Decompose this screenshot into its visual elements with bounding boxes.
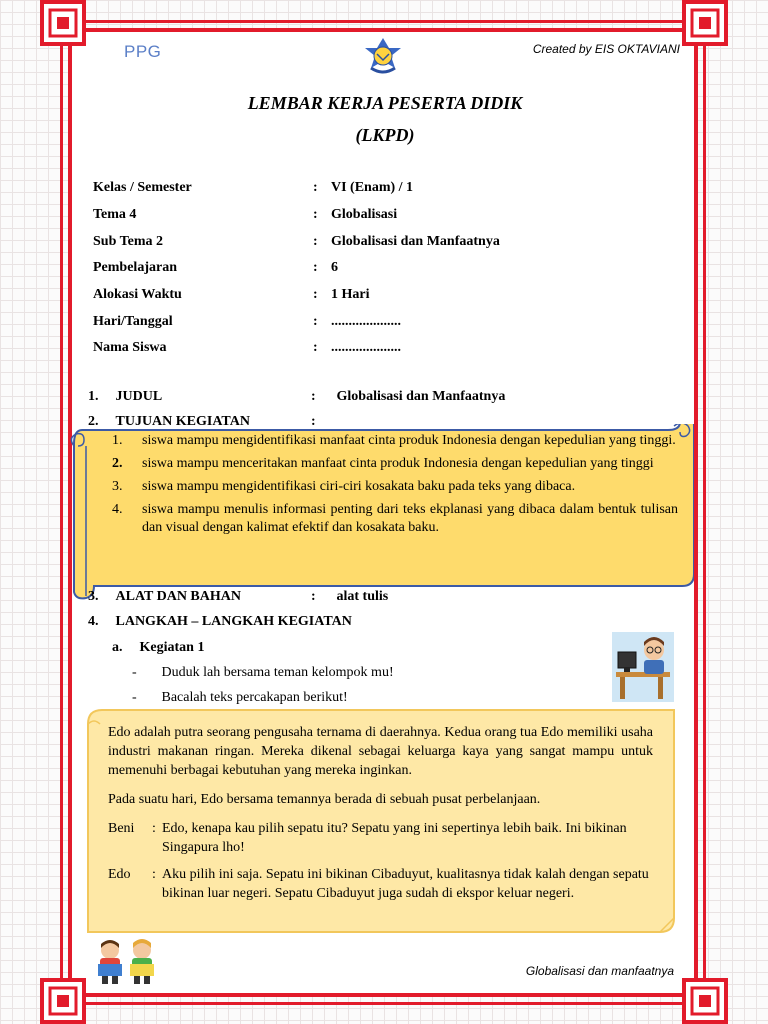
info-value: Globalisasi bbox=[331, 207, 398, 223]
info-row bbox=[93, 175, 653, 202]
list-item bbox=[112, 455, 678, 473]
dialog-speaker: Edo bbox=[108, 867, 131, 882]
info-separator: : bbox=[313, 313, 318, 329]
corner-ornament-icon bbox=[682, 0, 728, 46]
title-line-1: LEMBAR KERJA PESERTA DIDIK bbox=[247, 93, 523, 113]
section-label: LANGKAH – LANGKAH KEGIATAN bbox=[115, 614, 352, 629]
ppg-logo bbox=[124, 42, 161, 62]
info-label: Alokasi Waktu bbox=[93, 287, 182, 303]
info-label: Tema 4 bbox=[93, 207, 137, 223]
list-item bbox=[112, 432, 678, 450]
info-separator: : bbox=[313, 287, 318, 303]
info-value: .................... bbox=[331, 313, 401, 329]
objectives-list bbox=[112, 432, 678, 542]
section-value: Globalisasi dan Manfaatnya bbox=[336, 389, 506, 404]
info-value: Globalisasi dan Manfaatnya bbox=[331, 233, 500, 249]
kegiatan-label: a. bbox=[112, 640, 123, 655]
objective-number: 4. bbox=[112, 502, 123, 517]
objective-text: siswa mampu menulis informasi penting dari teks ekplanasi yang dibaca dalam bentuk tulisan dan visual dengan kalimat efektif dan kosakata baku. bbox=[142, 502, 678, 535]
info-row bbox=[93, 228, 653, 255]
dialog-line bbox=[108, 819, 653, 857]
page-title bbox=[100, 87, 670, 151]
list-item bbox=[132, 690, 348, 706]
info-row bbox=[93, 202, 653, 229]
section-number: 2. bbox=[88, 414, 99, 429]
corner-ornament-icon bbox=[40, 0, 86, 46]
reading-kids-illustration bbox=[92, 938, 162, 986]
info-label: Hari/Tanggal bbox=[93, 313, 173, 329]
objective-number: 1. bbox=[112, 433, 123, 448]
section-separator: : bbox=[311, 589, 316, 604]
info-separator: : bbox=[313, 260, 318, 276]
section-label: JUDUL bbox=[115, 389, 163, 404]
tut-wuri-handayani-emblem-icon bbox=[355, 36, 411, 80]
objective-text: siswa mampu menceritakan manfaat cinta produk Indonesia dengan kepedulian yang tinggi bbox=[142, 456, 654, 471]
step-dash: - bbox=[132, 665, 137, 680]
section-langkah bbox=[88, 614, 648, 630]
info-row bbox=[93, 335, 653, 362]
dialog-line bbox=[108, 865, 653, 903]
step-dash: - bbox=[132, 690, 137, 705]
info-value: VI (Enam) / 1 bbox=[331, 180, 414, 196]
list-item bbox=[112, 478, 678, 496]
info-row bbox=[93, 308, 653, 335]
section-value: alat tulis bbox=[336, 589, 389, 604]
kegiatan-heading bbox=[112, 640, 204, 656]
title-line-2: (LKPD) bbox=[355, 125, 415, 145]
story-text bbox=[108, 723, 653, 911]
list-item bbox=[112, 501, 678, 537]
info-value: 6 bbox=[331, 260, 338, 276]
info-separator: : bbox=[313, 180, 318, 196]
step-text: Duduk lah bersama teman kelompok mu! bbox=[161, 665, 394, 680]
info-label: Pembelajaran bbox=[93, 260, 177, 276]
corner-ornament-icon bbox=[40, 978, 86, 1024]
section-number: 4. bbox=[88, 614, 99, 629]
section-label: ALAT DAN BAHAN bbox=[115, 589, 241, 604]
info-separator: : bbox=[313, 207, 318, 223]
dialog-colon: : bbox=[152, 867, 156, 882]
info-separator: : bbox=[313, 340, 318, 356]
kegiatan-title: Kegiatan 1 bbox=[139, 640, 205, 655]
objective-text: siswa mampu mengidentifikasi ciri-ciri kosakata baku pada teks yang dibaca. bbox=[142, 479, 576, 494]
objective-number: 2. bbox=[112, 456, 123, 471]
section-separator: : bbox=[311, 414, 316, 429]
story-paragraph: Edo adalah putra seorang pengusaha ternama di daerahnya. Kedua orang tua Edo memiliki usaha industri makanan ringan. Mereka dikenal sebagai keluarga kaya yang sangat mampu untuk memenuhi berbagai kebutuhan yang mereka inginkan. bbox=[108, 725, 653, 778]
list-item bbox=[132, 665, 394, 681]
section-number: 1. bbox=[88, 389, 99, 404]
step-text: Bacalah teks percakapan berikut! bbox=[161, 690, 348, 705]
section-alat bbox=[88, 589, 648, 605]
dialog-text: Edo, kenapa kau pilih sepatu itu? Sepatu yang ini sepertinya lebih baik. Ini bikinan Singapura lho! bbox=[162, 821, 627, 855]
section-label: TUJUAN KEGIATAN bbox=[115, 414, 250, 429]
info-table bbox=[93, 175, 653, 362]
info-label: Sub Tema 2 bbox=[93, 233, 164, 249]
info-row bbox=[93, 282, 653, 309]
section-number: 3. bbox=[88, 589, 99, 604]
objective-number: 3. bbox=[112, 479, 123, 494]
info-label: Kelas / Semester bbox=[93, 180, 192, 196]
dialog-text: Aku pilih ini saja. Sepatu ini bikinan Cibaduyut, kualitasnya tidak kalah dengan sepatu bikinan luar negeri. Sepatu Cibaduyut juga sudah di ekspor keluar negeri. bbox=[162, 867, 649, 901]
section-judul bbox=[88, 389, 648, 405]
ppg-logo-text: PPG bbox=[124, 42, 162, 61]
dialog-colon: : bbox=[152, 821, 156, 836]
credit-text: Created by EIS OKTAVIANI bbox=[532, 42, 680, 56]
objective-text: siswa mampu mengidentifikasi manfaat cinta produk Indonesia dengan kepedulian yang tinggi. bbox=[142, 433, 676, 448]
footer-text: Globalisasi dan manfaatnya bbox=[525, 964, 674, 978]
info-value: .................... bbox=[331, 340, 401, 356]
info-value: 1 Hari bbox=[331, 287, 370, 303]
section-separator: : bbox=[311, 389, 316, 404]
story-paragraph: Pada suatu hari, Edo bersama temannya berada di sebuah pusat perbelanjaan. bbox=[108, 792, 541, 807]
info-label: Nama Siswa bbox=[93, 340, 167, 356]
dialog-speaker: Beni bbox=[108, 821, 135, 836]
corner-ornament-icon bbox=[682, 978, 728, 1024]
person-at-computer-illustration bbox=[612, 632, 674, 702]
info-separator: : bbox=[313, 233, 318, 249]
info-row bbox=[93, 255, 653, 282]
